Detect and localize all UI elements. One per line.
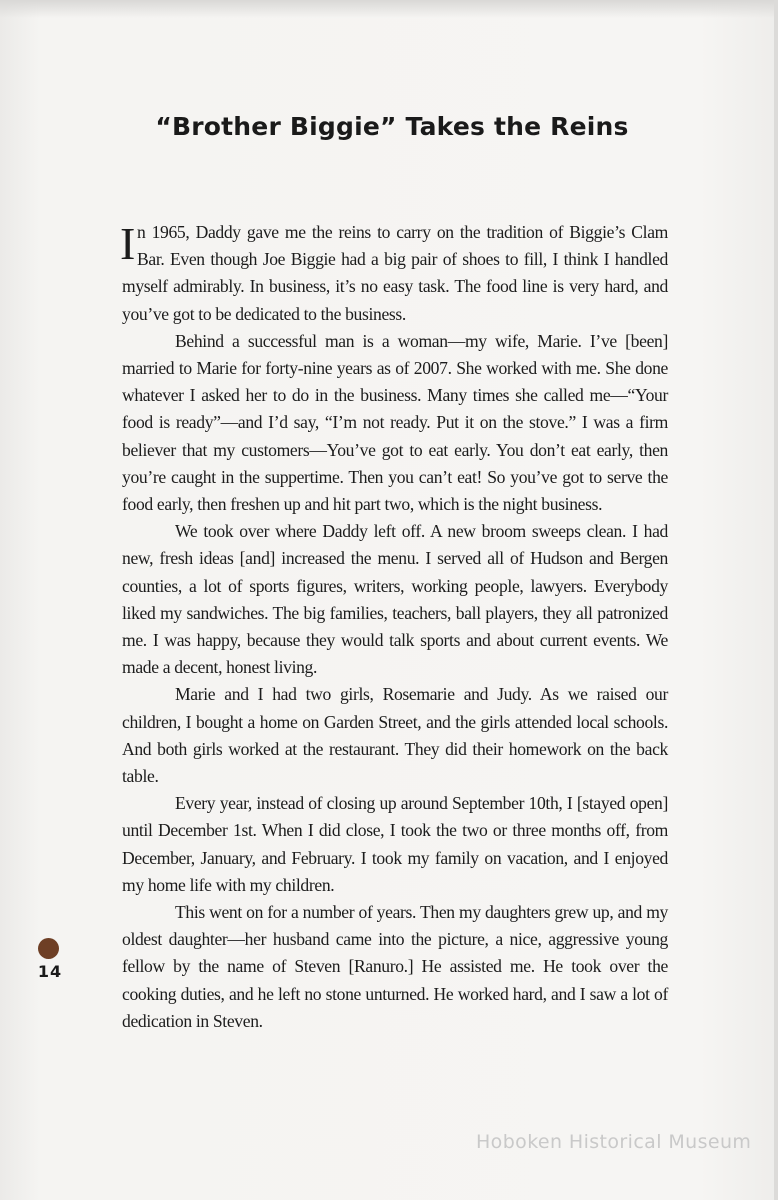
paragraph-4: Marie and I had two girls, Rosemarie and Judy. As we raised our children, I bought a home on Garden Street, and the girls attended local schools. And both girls worked at the restaurant. They did their homework on the back table. (122, 684, 668, 787)
paragraph-1-text: n 1965, Daddy gave me the reins to carry on the tradition of Biggie’s Clam Bar. Even though Joe Biggie had a big pair of shoes to fill, I think I handled myself admirably. In business, it’s no easy task. The food line is very hard, and you’ve got to be dedicated to the business. (122, 222, 668, 324)
page-top-shadow (0, 0, 778, 18)
paragraph-6: This went on for a number of years. Then my daughters grew up, and my oldest daughter—her husband came into the picture, a nice, aggressive young fellow by the name of Steven [Ranuro.] He assisted me. He took over the cooking duties, and he left no stone unturned. He worked hard, and I saw a lot of dedication in Steven. (122, 902, 668, 1031)
article-body (122, 219, 668, 1035)
page-marker-dot-icon (38, 938, 59, 959)
page-right-edge (774, 0, 778, 1200)
chapter-title: “Brother Biggie” Takes the Reins (155, 112, 629, 141)
page-number: 14 (37, 962, 63, 981)
paragraph-2: Behind a successful man is a woman—my wife, Marie. I’ve [been] married to Marie for forty-nine years as of 2007. She worked with me. She done whatever I asked her to do in the business. Many times she called me—“Your food is ready”—and I’d say, “I’m not ready. Put it on the stove.” I was a firm believer that my customers—You’ve got to eat early. You don’t eat early, then you’re caught in the suppertime. Then you can’t eat! So you’ve got to serve the food early, then freshen up and hit part two, which is the night business. (122, 330, 668, 515)
drop-cap: I (120, 218, 135, 269)
paragraph-5: Every year, instead of closing up around September 10th, I [stayed open] until December 1st. When I did close, I took the two or three months off, from December, January, and February. I took my family on vacation, and I enjoyed my home life with my children. (122, 793, 668, 895)
watermark: Hoboken Historical Museum (476, 1131, 752, 1153)
paragraph-1 (122, 219, 668, 328)
paragraph-3: We took over where Daddy left off. A new broom sweeps clean. I had new, fresh ideas [and] increased the menu. I served all of Hudson and Bergen counties, a lot of sports figures, writers, working people, lawyers. Everybody liked my sandwiches. The big families, teachers, ball players, they all patronized me. I was happy, because they would talk sports and about current events. We made a decent, honest living. (122, 521, 668, 678)
